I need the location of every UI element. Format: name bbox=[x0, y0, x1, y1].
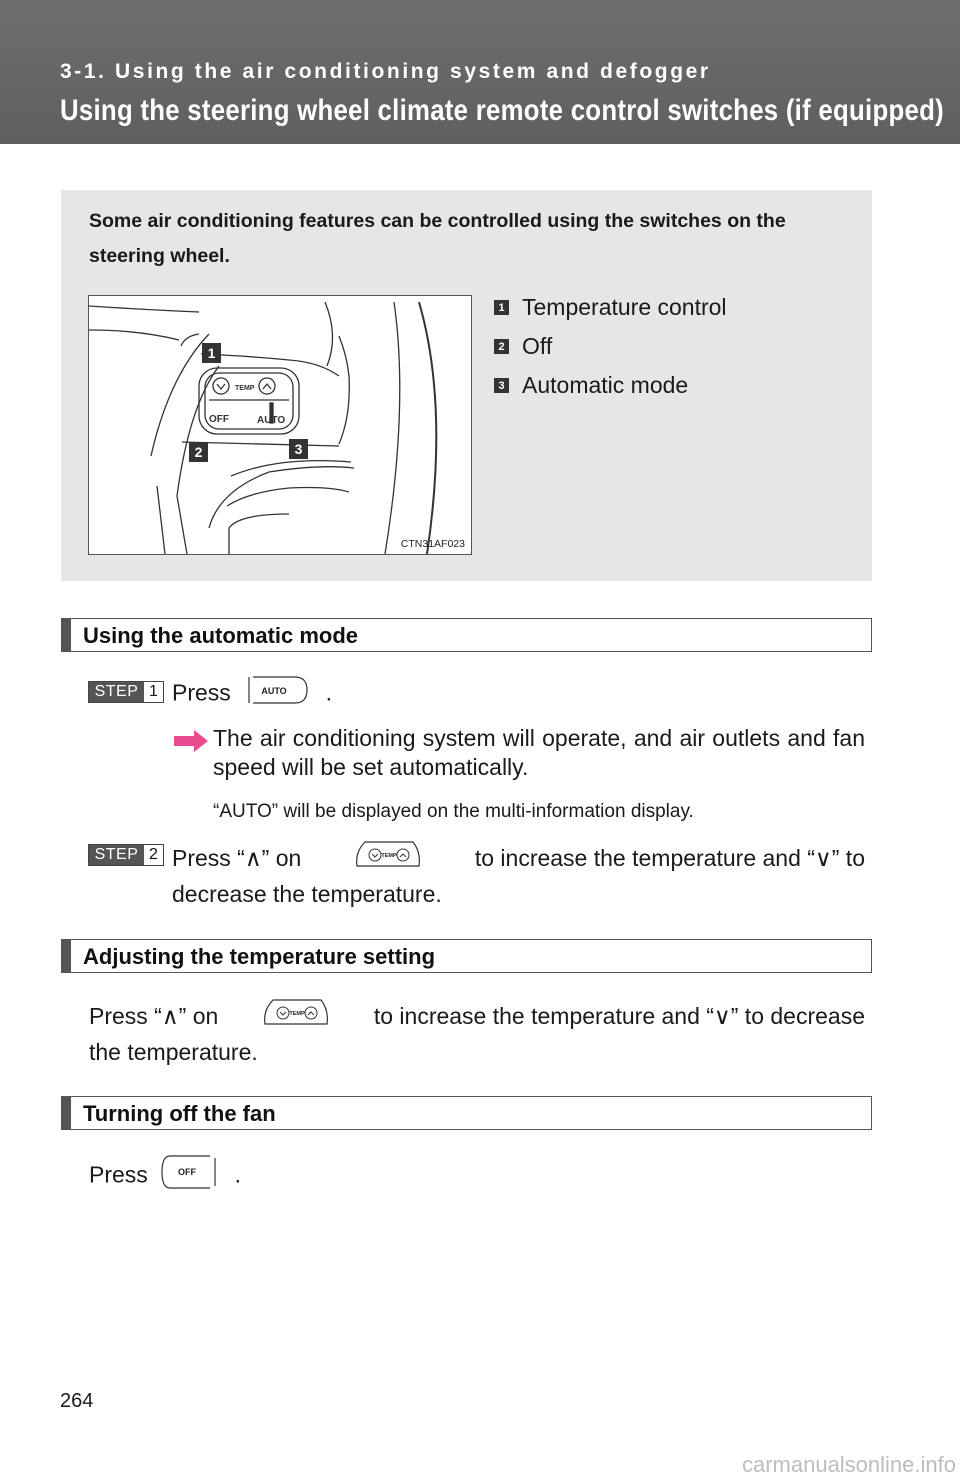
figure-code: CTN31AF023 bbox=[400, 538, 465, 550]
temp-setting-line2: the temperature. bbox=[89, 1039, 258, 1065]
page-number: 264 bbox=[60, 1390, 94, 1412]
off-button-icon bbox=[160, 1154, 222, 1199]
temp-setting-line1 bbox=[89, 996, 865, 1035]
section-bar bbox=[62, 619, 71, 651]
figure-callout-3: 3 bbox=[294, 441, 303, 457]
figure-callout-1: 1 bbox=[207, 345, 216, 361]
step-number: 2 bbox=[144, 845, 163, 865]
step1-text bbox=[172, 675, 332, 714]
off-label: OFF bbox=[209, 414, 229, 425]
section-title-fan bbox=[61, 1096, 872, 1130]
step-badge-1 bbox=[88, 681, 164, 703]
section-bar bbox=[62, 940, 71, 972]
temp-setting-text bbox=[89, 996, 865, 1069]
step2-line2: decrease the temperature. bbox=[172, 881, 442, 907]
section-title-text: Using the automatic mode bbox=[83, 623, 359, 648]
fan-off-text bbox=[89, 1154, 241, 1199]
callout-label: Off bbox=[522, 333, 553, 359]
page-header bbox=[0, 0, 960, 144]
auto-label: AUTO bbox=[257, 415, 286, 426]
temp-button-label: TEMP bbox=[381, 853, 397, 859]
section-bar bbox=[62, 1097, 71, 1129]
temp-button-icon bbox=[261, 996, 331, 1035]
temp-label: TEMP bbox=[235, 385, 255, 392]
section-title-auto bbox=[61, 618, 872, 652]
callout-list bbox=[494, 288, 727, 405]
steering-wheel-figure bbox=[88, 295, 472, 555]
callout-item bbox=[494, 288, 727, 327]
section-title-text: Turning off the fan bbox=[83, 1101, 276, 1126]
press-text: Press bbox=[172, 679, 231, 706]
auto-button-icon bbox=[243, 675, 313, 714]
figure-callout-2: 2 bbox=[194, 444, 203, 460]
step2-text bbox=[172, 838, 865, 911]
intro-text: Some air conditioning features can be controlled using the switches on the steering wheel. bbox=[89, 210, 786, 267]
callout-number: 2 bbox=[494, 339, 509, 354]
callout-label: Temperature control bbox=[522, 294, 727, 320]
watermark: carmanualsonline.info bbox=[741, 1452, 956, 1477]
step2-after: to increase the temperature and “∨” to bbox=[474, 844, 865, 871]
note-text: “AUTO” will be displayed on the multi-information display. bbox=[213, 801, 694, 822]
period: . bbox=[234, 1161, 241, 1188]
callout-item bbox=[494, 327, 727, 366]
intro-box bbox=[61, 190, 872, 581]
callout-number: 1 bbox=[494, 300, 509, 315]
temp-button-label: TEMP bbox=[289, 1011, 305, 1017]
callout-number: 3 bbox=[494, 378, 509, 393]
result-text: The air conditioning system will operate, and air outlets and fan speed will be set automatically. bbox=[213, 725, 865, 780]
step-number: 1 bbox=[144, 682, 163, 702]
section-title-temp bbox=[61, 939, 872, 973]
temp-before: Press “∧” on bbox=[89, 1002, 219, 1029]
section-label: 3-1. Using the air conditioning system and defogger bbox=[60, 60, 711, 83]
off-button-label: OFF bbox=[178, 1167, 197, 1177]
step2-before: Press “∧” on bbox=[172, 844, 302, 871]
step-word: STEP bbox=[89, 845, 144, 865]
callout-item bbox=[494, 366, 727, 405]
temp-after: to increase the temperature and “∨” to decrease bbox=[373, 1002, 865, 1029]
section-title-text: Adjusting the temperature setting bbox=[83, 944, 436, 969]
step-badge-2 bbox=[88, 844, 164, 866]
step-word: STEP bbox=[89, 682, 144, 702]
callout-label: Automatic mode bbox=[522, 372, 689, 398]
page-title: Using the steering wheel climate remote control switches (if equipped) bbox=[60, 94, 944, 127]
press-text: Press bbox=[89, 1161, 148, 1188]
period: . bbox=[325, 679, 332, 706]
steering-wheel-illustration bbox=[89, 296, 471, 554]
auto-button-label: AUTO bbox=[261, 686, 287, 696]
result-arrow-icon bbox=[172, 728, 210, 759]
temp-button-icon bbox=[353, 838, 423, 877]
step2-line1 bbox=[172, 838, 865, 877]
